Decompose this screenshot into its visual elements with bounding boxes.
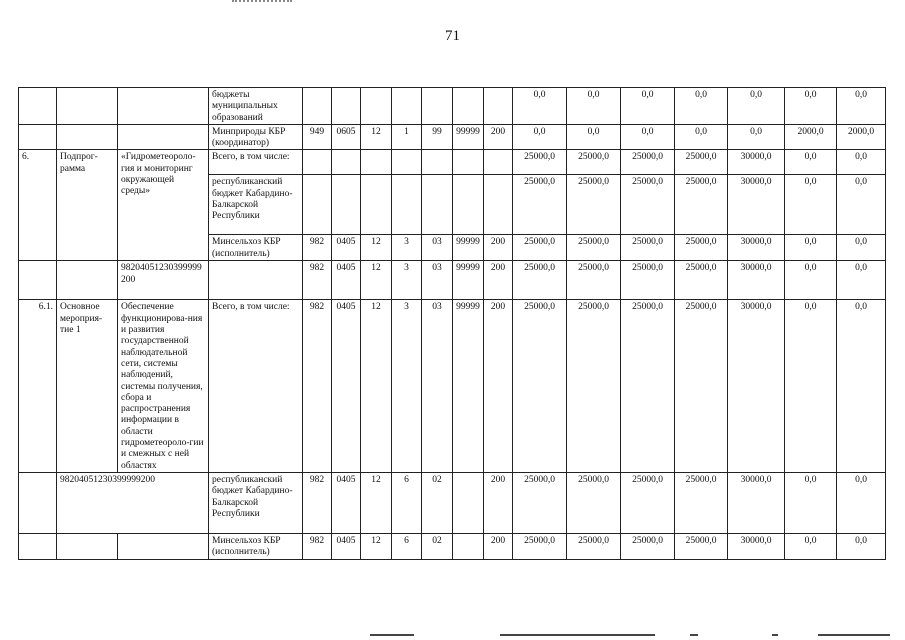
cell-pr: 12 <box>361 124 392 150</box>
cell-value: 25000,0 <box>567 261 621 300</box>
cell-pr <box>361 175 392 235</box>
cell-vr <box>484 88 513 125</box>
cell-grbs: 982 <box>303 533 332 559</box>
cell-value: 0,0 <box>837 175 886 235</box>
cell-value: 0,0 <box>837 150 886 175</box>
cell-budget-code: 98204051230399999200 <box>57 472 209 533</box>
cell-kind <box>57 88 118 125</box>
cell-vr <box>484 175 513 235</box>
table-row <box>19 533 886 559</box>
cell-executor: Минприроды КБР (координатор) <box>209 124 303 150</box>
cell-no <box>19 472 57 533</box>
cell-value: 25000,0 <box>567 300 621 472</box>
cell-cs2: 99 <box>422 124 453 150</box>
cell-cs1 <box>392 88 422 125</box>
cell-no <box>19 88 57 125</box>
cell-vr: 200 <box>484 261 513 300</box>
cell-name <box>118 88 209 125</box>
cell-value: 25000,0 <box>513 261 567 300</box>
cell-pr: 12 <box>361 472 392 533</box>
cell-kind <box>57 261 118 300</box>
page-number: 71 <box>445 28 460 44</box>
cell-vr: 200 <box>484 472 513 533</box>
cell-no <box>19 261 57 300</box>
cell-value: 25000,0 <box>567 235 621 261</box>
cell-value: 0,0 <box>567 124 621 150</box>
cell-cs2 <box>422 175 453 235</box>
cell-value: 0,0 <box>785 150 837 175</box>
cell-grbs: 982 <box>303 472 332 533</box>
cell-cs1: 3 <box>392 300 422 472</box>
cell-rz: 0405 <box>332 300 361 472</box>
cell-rz: 0405 <box>332 235 361 261</box>
cell-value: 0,0 <box>728 124 785 150</box>
cell-vr: 200 <box>484 235 513 261</box>
cell-vr: 200 <box>484 300 513 472</box>
cell-name: Обеспечение функционирова-ния и развития государственной наблюдательной сети, системы наблюдений, системы получения, сбора и распространения информации в области гидрометеороло-гии и смежных с ней областях <box>118 300 209 472</box>
cell-value: 0,0 <box>513 124 567 150</box>
cell-value: 25000,0 <box>675 472 728 533</box>
cell-value: 0,0 <box>837 300 886 472</box>
cell-value: 2000,0 <box>837 124 886 150</box>
table-row <box>19 88 886 125</box>
cell-value: 30000,0 <box>728 235 785 261</box>
cell-rz: 0605 <box>332 124 361 150</box>
cell-grbs: 982 <box>303 261 332 300</box>
cell-cs1 <box>392 150 422 175</box>
cell-cs3 <box>453 472 484 533</box>
table-row <box>19 472 886 533</box>
cell-executor: республиканский бюджет Кабардино-Балкарской Республики <box>209 472 303 533</box>
cell-cs1: 3 <box>392 261 422 300</box>
cell-executor: Всего, в том числе: <box>209 300 303 472</box>
cell-value: 25000,0 <box>513 175 567 235</box>
cell-no <box>19 533 57 559</box>
cell-cs2: 03 <box>422 235 453 261</box>
cell-value: 0,0 <box>785 472 837 533</box>
cell-cs3 <box>453 150 484 175</box>
cell-kind: Подпрог-рамма <box>57 150 118 261</box>
cell-kind <box>57 533 118 559</box>
cell-no <box>19 124 57 150</box>
cell-name: «Гидрометеороло-гия и мониторинг окружающей среды» <box>118 150 209 261</box>
cell-rz <box>332 175 361 235</box>
cell-cs1: 3 <box>392 235 422 261</box>
cell-value: 25000,0 <box>621 150 675 175</box>
cell-value: 25000,0 <box>675 235 728 261</box>
cell-value: 25000,0 <box>567 150 621 175</box>
cell-value: 25000,0 <box>513 235 567 261</box>
cell-value: 25000,0 <box>567 175 621 235</box>
cell-value: 25000,0 <box>675 300 728 472</box>
cell-value: 25000,0 <box>675 261 728 300</box>
cell-pr <box>361 150 392 175</box>
cell-value: 25000,0 <box>621 533 675 559</box>
cell-executor <box>209 261 303 300</box>
cell-cs2 <box>422 150 453 175</box>
cell-no: 6.1. <box>19 300 57 472</box>
cell-vr: 200 <box>484 124 513 150</box>
cell-value: 0,0 <box>785 235 837 261</box>
cell-budget-code: 98204051230399999200 <box>118 261 209 300</box>
cell-cs2: 02 <box>422 472 453 533</box>
cell-kind <box>57 124 118 150</box>
cell-value: 30000,0 <box>728 533 785 559</box>
table-row <box>19 261 886 300</box>
cell-pr: 12 <box>361 235 392 261</box>
cell-value: 0,0 <box>785 175 837 235</box>
cell-grbs <box>303 175 332 235</box>
cell-value: 0,0 <box>837 88 886 125</box>
cell-value: 30000,0 <box>728 150 785 175</box>
cell-cs1 <box>392 175 422 235</box>
cell-grbs: 982 <box>303 300 332 472</box>
cell-value: 25000,0 <box>567 533 621 559</box>
cell-value: 25000,0 <box>621 175 675 235</box>
cell-value: 0,0 <box>621 124 675 150</box>
cell-name <box>118 124 209 150</box>
cell-value: 25000,0 <box>621 472 675 533</box>
cell-value: 30000,0 <box>728 300 785 472</box>
cell-value: 25000,0 <box>567 472 621 533</box>
table-row <box>19 150 886 175</box>
cell-value: 0,0 <box>785 300 837 472</box>
cell-value: 25000,0 <box>513 150 567 175</box>
cell-value: 0,0 <box>837 533 886 559</box>
cell-value: 25000,0 <box>675 150 728 175</box>
cell-no: 6. <box>19 150 57 261</box>
table-row <box>19 124 886 150</box>
cell-cs2: 02 <box>422 533 453 559</box>
cell-name <box>118 533 209 559</box>
cell-grbs <box>303 150 332 175</box>
cell-value: 25000,0 <box>513 300 567 472</box>
top-scan-mark <box>232 0 292 4</box>
cell-value: 30000,0 <box>728 261 785 300</box>
cell-executor: Минсельхоз КБР (исполнитель) <box>209 235 303 261</box>
cell-executor: республиканский бюджет Кабардино-Балкарской Республики <box>209 175 303 235</box>
cell-vr: 200 <box>484 533 513 559</box>
cell-value: 25000,0 <box>621 235 675 261</box>
cell-grbs: 949 <box>303 124 332 150</box>
cell-pr: 12 <box>361 300 392 472</box>
cell-rz: 0405 <box>332 472 361 533</box>
cell-cs1: 1 <box>392 124 422 150</box>
cell-pr: 12 <box>361 261 392 300</box>
cell-value: 30000,0 <box>728 472 785 533</box>
cell-value: 0,0 <box>567 88 621 125</box>
cell-value: 25000,0 <box>621 300 675 472</box>
cell-value: 0,0 <box>513 88 567 125</box>
cell-kind: Основное мероприя-тие 1 <box>57 300 118 472</box>
cell-value: 0,0 <box>785 261 837 300</box>
cell-value: 30000,0 <box>728 175 785 235</box>
cell-cs3 <box>453 533 484 559</box>
bottom-scan-lines <box>0 634 905 640</box>
cell-cs2 <box>422 88 453 125</box>
cell-value: 0,0 <box>785 88 837 125</box>
cell-value: 0,0 <box>728 88 785 125</box>
cell-value: 25000,0 <box>513 533 567 559</box>
cell-grbs <box>303 88 332 125</box>
cell-value: 25000,0 <box>675 533 728 559</box>
cell-cs2: 03 <box>422 261 453 300</box>
cell-cs3 <box>453 88 484 125</box>
cell-rz <box>332 88 361 125</box>
cell-value: 0,0 <box>675 88 728 125</box>
cell-value: 25000,0 <box>675 175 728 235</box>
cell-value: 0,0 <box>621 88 675 125</box>
cell-value: 0,0 <box>785 533 837 559</box>
budget-table <box>18 87 886 560</box>
cell-executor: бюджеты муниципальных образований <box>209 88 303 125</box>
cell-cs1: 6 <box>392 472 422 533</box>
cell-pr <box>361 88 392 125</box>
cell-value: 0,0 <box>675 124 728 150</box>
cell-value: 25000,0 <box>513 472 567 533</box>
cell-value: 25000,0 <box>621 261 675 300</box>
cell-cs3: 99999 <box>453 124 484 150</box>
table-row <box>19 300 886 472</box>
cell-rz <box>332 150 361 175</box>
cell-cs3 <box>453 175 484 235</box>
cell-vr <box>484 150 513 175</box>
cell-cs2: 03 <box>422 300 453 472</box>
cell-executor: Всего, в том числе: <box>209 150 303 175</box>
cell-cs3: 99999 <box>453 235 484 261</box>
cell-value: 2000,0 <box>785 124 837 150</box>
cell-pr: 12 <box>361 533 392 559</box>
cell-cs3: 99999 <box>453 300 484 472</box>
cell-value: 0,0 <box>837 235 886 261</box>
cell-cs1: 6 <box>392 533 422 559</box>
cell-rz: 0405 <box>332 261 361 300</box>
cell-rz: 0405 <box>332 533 361 559</box>
cell-cs3: 99999 <box>453 261 484 300</box>
cell-grbs: 982 <box>303 235 332 261</box>
cell-value: 0,0 <box>837 472 886 533</box>
cell-executor: Минсельхоз КБР (исполнитель) <box>209 533 303 559</box>
cell-value: 0,0 <box>837 261 886 300</box>
